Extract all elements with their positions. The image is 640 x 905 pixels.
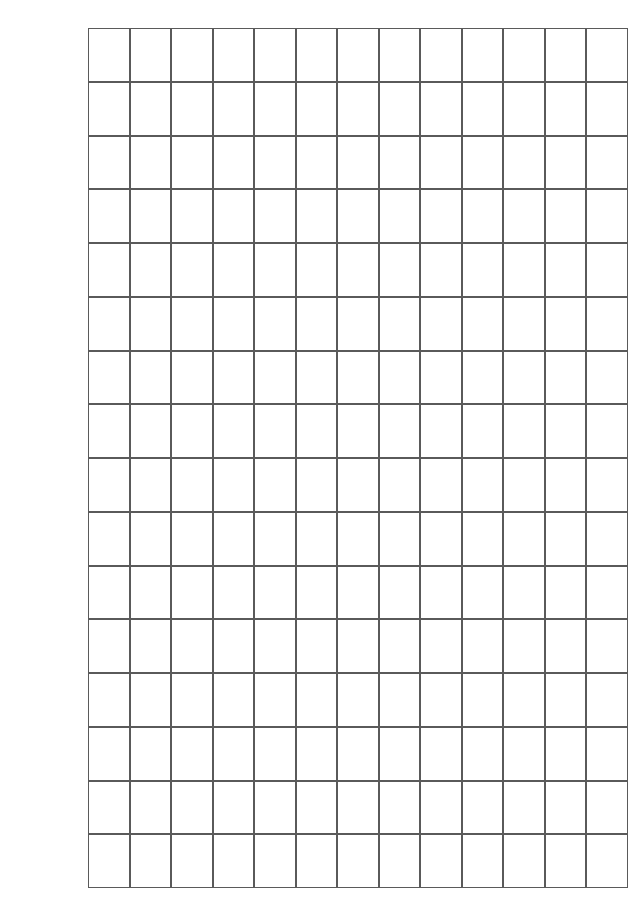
table-cell bbox=[337, 512, 379, 566]
table-cell bbox=[171, 512, 213, 566]
table-cell bbox=[545, 673, 587, 727]
table-cell bbox=[254, 82, 296, 136]
table-cell bbox=[296, 136, 338, 190]
table-cell bbox=[462, 458, 504, 512]
table-cell bbox=[462, 512, 504, 566]
table-cell bbox=[254, 673, 296, 727]
table-cell bbox=[130, 727, 172, 781]
table-cell bbox=[545, 297, 587, 351]
table-cell bbox=[586, 781, 628, 835]
table-cell bbox=[420, 566, 462, 620]
table-cell bbox=[130, 673, 172, 727]
table-cell bbox=[296, 619, 338, 673]
table-cell bbox=[296, 727, 338, 781]
table-cell bbox=[545, 566, 587, 620]
table-cell bbox=[254, 28, 296, 82]
table-cell bbox=[420, 404, 462, 458]
table-cell bbox=[296, 673, 338, 727]
table-cell bbox=[130, 28, 172, 82]
table-cell bbox=[88, 189, 130, 243]
table-cell bbox=[503, 404, 545, 458]
table-cell bbox=[130, 458, 172, 512]
table-cell bbox=[254, 512, 296, 566]
table-cell bbox=[88, 727, 130, 781]
table-cell bbox=[379, 297, 421, 351]
table-cell bbox=[296, 82, 338, 136]
table-cell bbox=[171, 727, 213, 781]
table-cell bbox=[586, 243, 628, 297]
table-cell bbox=[420, 458, 462, 512]
table-cell bbox=[88, 28, 130, 82]
table-cell bbox=[296, 404, 338, 458]
table-cell bbox=[213, 458, 255, 512]
table-cell bbox=[213, 619, 255, 673]
table-cell bbox=[213, 673, 255, 727]
table-cell bbox=[296, 28, 338, 82]
table-cell bbox=[420, 189, 462, 243]
table-cell bbox=[379, 28, 421, 82]
table-cell bbox=[254, 834, 296, 888]
table-cell bbox=[503, 458, 545, 512]
table-cell bbox=[379, 566, 421, 620]
table-cell bbox=[503, 834, 545, 888]
table-cell bbox=[420, 727, 462, 781]
table-cell bbox=[171, 834, 213, 888]
table-cell bbox=[88, 297, 130, 351]
table-cell bbox=[545, 834, 587, 888]
table-cell bbox=[503, 781, 545, 835]
table-cell bbox=[379, 458, 421, 512]
table-cell bbox=[171, 297, 213, 351]
table-cell bbox=[171, 404, 213, 458]
table-cell bbox=[503, 512, 545, 566]
table-cell bbox=[503, 619, 545, 673]
table-cell bbox=[586, 619, 628, 673]
table-cell bbox=[586, 28, 628, 82]
table-cell bbox=[503, 28, 545, 82]
table-cell bbox=[545, 28, 587, 82]
table-cell bbox=[462, 189, 504, 243]
table-cell bbox=[420, 82, 462, 136]
table-cell bbox=[462, 243, 504, 297]
table-cell bbox=[213, 781, 255, 835]
table-cell bbox=[462, 28, 504, 82]
table-cell bbox=[130, 297, 172, 351]
table-cell bbox=[337, 619, 379, 673]
table-cell bbox=[171, 136, 213, 190]
table-cell bbox=[379, 727, 421, 781]
table-cell bbox=[254, 351, 296, 405]
table-cell bbox=[420, 834, 462, 888]
table-cell bbox=[545, 458, 587, 512]
table-cell bbox=[337, 351, 379, 405]
table-cell bbox=[545, 781, 587, 835]
table-cell bbox=[171, 566, 213, 620]
table-cell bbox=[296, 458, 338, 512]
table-cell bbox=[420, 28, 462, 82]
table-cell bbox=[462, 351, 504, 405]
table-cell bbox=[586, 673, 628, 727]
table-cell bbox=[337, 834, 379, 888]
table-cell bbox=[88, 458, 130, 512]
table-cell bbox=[462, 727, 504, 781]
table-cell bbox=[337, 28, 379, 82]
table-cell bbox=[420, 297, 462, 351]
table-cell bbox=[88, 82, 130, 136]
table-cell bbox=[130, 512, 172, 566]
table-cell bbox=[462, 566, 504, 620]
table-cell bbox=[254, 781, 296, 835]
table-cell bbox=[254, 243, 296, 297]
table-cell bbox=[503, 351, 545, 405]
table-cell bbox=[503, 189, 545, 243]
table-cell bbox=[545, 243, 587, 297]
table-cell bbox=[254, 189, 296, 243]
table-cell bbox=[88, 351, 130, 405]
table-cell bbox=[171, 189, 213, 243]
table-cell bbox=[171, 458, 213, 512]
table-cell bbox=[462, 297, 504, 351]
table-cell bbox=[254, 136, 296, 190]
table-cell bbox=[586, 404, 628, 458]
table-cell bbox=[337, 243, 379, 297]
table-cell bbox=[379, 512, 421, 566]
table-cell bbox=[379, 136, 421, 190]
table-cell bbox=[379, 351, 421, 405]
data-table bbox=[88, 28, 628, 888]
table-cell bbox=[296, 351, 338, 405]
table-cell bbox=[379, 404, 421, 458]
table-cell bbox=[545, 136, 587, 190]
table-cell bbox=[503, 82, 545, 136]
table-cell bbox=[420, 243, 462, 297]
table-cell bbox=[420, 351, 462, 405]
table-cell bbox=[379, 673, 421, 727]
table-cell bbox=[503, 136, 545, 190]
table-cell bbox=[586, 727, 628, 781]
table-cell bbox=[88, 834, 130, 888]
table-cell bbox=[213, 351, 255, 405]
table-cell bbox=[130, 136, 172, 190]
table-cell bbox=[586, 82, 628, 136]
table-cell bbox=[130, 351, 172, 405]
table-cell bbox=[420, 781, 462, 835]
table-cell bbox=[296, 566, 338, 620]
table-cell bbox=[130, 566, 172, 620]
table-cell bbox=[130, 404, 172, 458]
table-cell bbox=[213, 243, 255, 297]
table-cell bbox=[88, 619, 130, 673]
table-cell bbox=[88, 673, 130, 727]
table-cell bbox=[171, 619, 213, 673]
table-cell bbox=[296, 297, 338, 351]
table-cell bbox=[586, 566, 628, 620]
table-cell bbox=[586, 351, 628, 405]
table-cell bbox=[545, 189, 587, 243]
table-cell bbox=[586, 189, 628, 243]
table-cell bbox=[130, 243, 172, 297]
table-cell bbox=[88, 243, 130, 297]
table-cell bbox=[379, 189, 421, 243]
table-cell bbox=[213, 727, 255, 781]
table-cell bbox=[130, 834, 172, 888]
table-cell bbox=[337, 136, 379, 190]
table-cell bbox=[296, 512, 338, 566]
table-cell bbox=[254, 297, 296, 351]
table-cell bbox=[88, 566, 130, 620]
table-cell bbox=[586, 297, 628, 351]
table-cell bbox=[296, 243, 338, 297]
table-cell bbox=[420, 619, 462, 673]
table-cell bbox=[213, 82, 255, 136]
page-number bbox=[52, 443, 68, 463]
table-cell bbox=[545, 512, 587, 566]
table-cell bbox=[379, 243, 421, 297]
table-cell bbox=[462, 781, 504, 835]
table-cell bbox=[254, 458, 296, 512]
table-cell bbox=[379, 834, 421, 888]
table-cell bbox=[545, 619, 587, 673]
table-cell bbox=[296, 781, 338, 835]
table-cell bbox=[337, 727, 379, 781]
table-cell bbox=[379, 82, 421, 136]
table-cell bbox=[296, 189, 338, 243]
table-cell bbox=[213, 28, 255, 82]
table-cell bbox=[337, 458, 379, 512]
table-cell bbox=[88, 136, 130, 190]
table-cell bbox=[337, 781, 379, 835]
table-cell bbox=[337, 404, 379, 458]
table-cell bbox=[379, 781, 421, 835]
table-cell bbox=[420, 673, 462, 727]
table-cell bbox=[254, 404, 296, 458]
table-cell bbox=[586, 834, 628, 888]
table-cell bbox=[420, 512, 462, 566]
table-cell bbox=[545, 82, 587, 136]
table-cell bbox=[503, 727, 545, 781]
table-cell bbox=[379, 619, 421, 673]
table-cell bbox=[337, 189, 379, 243]
table-cell bbox=[462, 82, 504, 136]
table-cell bbox=[171, 28, 213, 82]
table-cell bbox=[254, 619, 296, 673]
table-cell bbox=[462, 619, 504, 673]
table-cell bbox=[213, 566, 255, 620]
table-cell bbox=[213, 189, 255, 243]
table-cell bbox=[213, 512, 255, 566]
table-cell bbox=[130, 82, 172, 136]
table-cell bbox=[337, 566, 379, 620]
table-cell bbox=[586, 136, 628, 190]
table-cell bbox=[503, 243, 545, 297]
table-cell bbox=[254, 566, 296, 620]
table-cell bbox=[545, 404, 587, 458]
table-cell bbox=[88, 404, 130, 458]
table-cell bbox=[171, 673, 213, 727]
table-cell bbox=[171, 781, 213, 835]
table-cell bbox=[503, 673, 545, 727]
table-cell bbox=[586, 512, 628, 566]
table-cell bbox=[586, 458, 628, 512]
table-cell bbox=[462, 834, 504, 888]
table-cell bbox=[213, 297, 255, 351]
table-cell bbox=[171, 243, 213, 297]
table-cell bbox=[130, 781, 172, 835]
table-cell bbox=[213, 834, 255, 888]
table-cell bbox=[130, 619, 172, 673]
table-cell bbox=[213, 136, 255, 190]
table-cell bbox=[503, 566, 545, 620]
table-cell bbox=[130, 189, 172, 243]
table-cell bbox=[420, 136, 462, 190]
table-cell bbox=[337, 297, 379, 351]
table-cell bbox=[171, 82, 213, 136]
table-cell bbox=[462, 404, 504, 458]
table-cell bbox=[88, 512, 130, 566]
table-cell bbox=[337, 673, 379, 727]
table-cell bbox=[545, 351, 587, 405]
table-cell bbox=[254, 727, 296, 781]
table-cell bbox=[88, 781, 130, 835]
table-cell bbox=[503, 297, 545, 351]
table-cell bbox=[462, 673, 504, 727]
table-cell bbox=[213, 404, 255, 458]
table-cell bbox=[171, 351, 213, 405]
table-cell bbox=[545, 727, 587, 781]
table-cell bbox=[296, 834, 338, 888]
table-cell bbox=[462, 136, 504, 190]
table-cell bbox=[337, 82, 379, 136]
